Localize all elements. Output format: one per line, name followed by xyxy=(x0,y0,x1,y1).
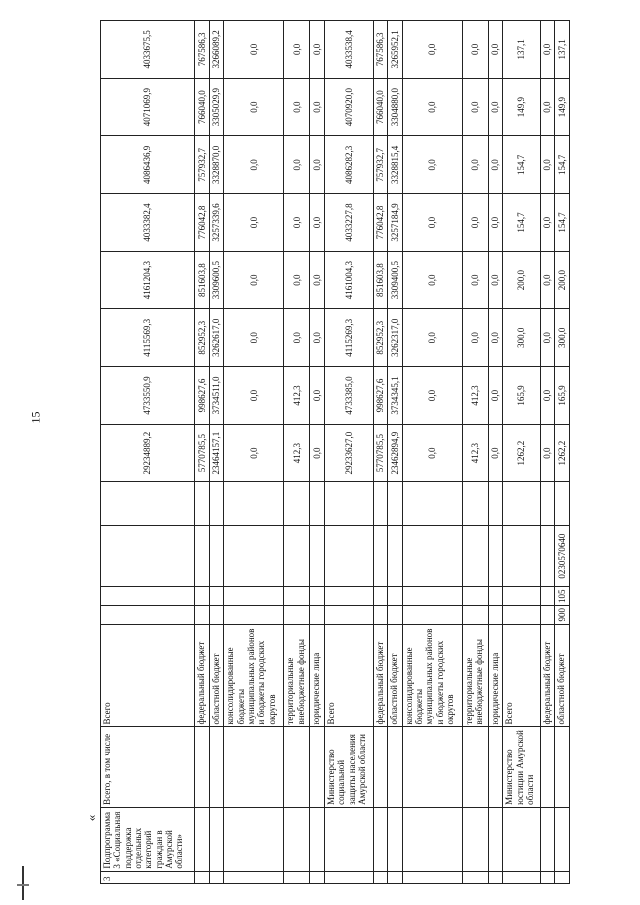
value-cell: 0,0 xyxy=(540,424,555,482)
table-cell-c7 xyxy=(462,525,488,587)
table-cell-c4: Всего xyxy=(324,624,373,727)
value-cell: 4071069,9 xyxy=(101,78,195,136)
table-row xyxy=(101,21,195,884)
table-cell-c7 xyxy=(195,525,210,587)
table-cell-c2 xyxy=(540,807,555,871)
table-cell-c7: 0230570640 xyxy=(555,525,570,587)
table-cell-c6 xyxy=(209,587,224,606)
value-cell: 3309600,5 xyxy=(209,251,224,309)
value-cell: 0,0 xyxy=(462,309,488,367)
value-cell: 0,0 xyxy=(402,194,462,252)
value-cell: 3257339,6 xyxy=(209,194,224,252)
value-cell: 4033382,4 xyxy=(101,194,195,252)
table-cell-c6 xyxy=(224,587,284,606)
value-cell: 0,0 xyxy=(540,194,555,252)
table-row xyxy=(388,21,403,884)
table-cell-c1 xyxy=(488,871,503,883)
table-cell-c8 xyxy=(503,482,540,525)
table-cell-c4: консолидированные бюджеты муниципальных районов и бюджеты городских округов xyxy=(224,624,284,727)
table-cell-c4: областной бюджет xyxy=(555,624,570,727)
table-cell-c3 xyxy=(402,727,462,807)
table-cell-c3 xyxy=(388,727,403,807)
table-cell-c3 xyxy=(224,727,284,807)
table-cell-c7 xyxy=(310,525,325,587)
table-cell-c8 xyxy=(462,482,488,525)
table-row xyxy=(224,21,284,884)
table-cell-c1 xyxy=(540,871,555,883)
value-cell: 29234889,2 xyxy=(101,424,195,482)
table-row xyxy=(324,21,373,884)
value-cell: 0,0 xyxy=(540,309,555,367)
table-cell-c3 xyxy=(373,727,388,807)
value-cell: 998627,6 xyxy=(195,367,210,425)
value-cell: 852952,3 xyxy=(373,309,388,367)
value-cell: 0,0 xyxy=(488,78,503,136)
table-cell-c6 xyxy=(101,587,195,606)
budget-table xyxy=(100,20,570,884)
rotated-table-container xyxy=(100,20,570,884)
page-number: 15 xyxy=(28,411,43,424)
table-cell-c8 xyxy=(209,482,224,525)
value-cell: 4086282,3 xyxy=(324,136,373,194)
value-cell: 165,9 xyxy=(555,367,570,425)
table-cell-c7 xyxy=(388,525,403,587)
value-cell: 3262317,0 xyxy=(388,309,403,367)
value-cell: 3734511,0 xyxy=(209,367,224,425)
table-cell-c3 xyxy=(209,727,224,807)
table-cell-c7 xyxy=(373,525,388,587)
value-cell: 149,9 xyxy=(503,78,540,136)
table-cell-c3 xyxy=(310,727,325,807)
table-cell-c2: Подпрограмма 3 «Социальная поддержка отдельных категорий граждан в Амурской области» xyxy=(101,807,195,871)
value-cell: 0,0 xyxy=(224,251,284,309)
value-cell: 0,0 xyxy=(488,21,503,79)
table-row xyxy=(555,21,570,884)
table-cell-c5 xyxy=(209,606,224,625)
table-cell-c5: 900 xyxy=(555,606,570,625)
value-cell: 0,0 xyxy=(402,309,462,367)
value-cell: 4733385,0 xyxy=(324,367,373,425)
table-cell-c3 xyxy=(488,727,503,807)
table-cell-c4: федеральный бюджет xyxy=(540,624,555,727)
table-cell-c6 xyxy=(488,587,503,606)
table-cell-c4: федеральный бюджет xyxy=(373,624,388,727)
table-cell-c2 xyxy=(402,807,462,871)
table-cell-c2 xyxy=(503,807,540,871)
value-cell: 0,0 xyxy=(310,309,325,367)
value-cell: 200,0 xyxy=(555,251,570,309)
value-cell: 0,0 xyxy=(462,21,488,79)
value-cell: 0,0 xyxy=(310,251,325,309)
table-cell-c1 xyxy=(555,871,570,883)
value-cell: 3304880,0 xyxy=(388,78,403,136)
table-row xyxy=(488,21,503,884)
table-cell-c6 xyxy=(540,587,555,606)
table-row xyxy=(209,21,224,884)
value-cell: 4086436,9 xyxy=(101,136,195,194)
value-cell: 300,0 xyxy=(555,309,570,367)
value-cell: 5770785,5 xyxy=(373,424,388,482)
value-cell: 0,0 xyxy=(224,78,284,136)
table-cell-c8 xyxy=(488,482,503,525)
value-cell: 412,3 xyxy=(284,367,310,425)
value-cell: 851603,8 xyxy=(373,251,388,309)
table-row xyxy=(373,21,388,884)
value-cell: 3257184,9 xyxy=(388,194,403,252)
table-cell-c4: областной бюджет xyxy=(209,624,224,727)
value-cell: 0,0 xyxy=(284,136,310,194)
table-cell-c5 xyxy=(284,606,310,625)
value-cell: 0,0 xyxy=(402,136,462,194)
table-cell-c1 xyxy=(503,871,540,883)
table-cell-c6 xyxy=(503,587,540,606)
table-cell-c8 xyxy=(310,482,325,525)
table-cell-c8 xyxy=(101,482,195,525)
table-cell-c3 xyxy=(284,727,310,807)
value-cell: 776042,8 xyxy=(195,194,210,252)
table-cell-c6 xyxy=(462,587,488,606)
value-cell: 0,0 xyxy=(310,367,325,425)
value-cell: 0,0 xyxy=(402,21,462,79)
table-cell-c5 xyxy=(402,606,462,625)
value-cell: 4033675,5 xyxy=(101,21,195,79)
table-cell-c2 xyxy=(462,807,488,871)
table-cell-c6 xyxy=(388,587,403,606)
table-cell-c2 xyxy=(373,807,388,871)
value-cell: 851603,8 xyxy=(195,251,210,309)
table-cell-c3 xyxy=(462,727,488,807)
value-cell: 0,0 xyxy=(488,309,503,367)
table-cell-c5 xyxy=(310,606,325,625)
value-cell: 0,0 xyxy=(284,78,310,136)
value-cell: 0,0 xyxy=(284,309,310,367)
table-cell-c3 xyxy=(555,727,570,807)
table-cell-c8 xyxy=(324,482,373,525)
value-cell: 4161004,3 xyxy=(324,251,373,309)
value-cell: 0,0 xyxy=(462,194,488,252)
table-cell-c8 xyxy=(388,482,403,525)
table-cell-c7 xyxy=(101,525,195,587)
table-cell-c7 xyxy=(402,525,462,587)
table-cell-c4: юридические лица xyxy=(488,624,503,727)
table-cell-c5 xyxy=(540,606,555,625)
value-cell: 0,0 xyxy=(284,194,310,252)
value-cell: 23462894,9 xyxy=(388,424,403,482)
value-cell: 0,0 xyxy=(224,309,284,367)
value-cell: 0,0 xyxy=(310,78,325,136)
value-cell: 4033538,4 xyxy=(324,21,373,79)
table-cell-c3: Министерство социальной защиты населения Амурской области xyxy=(324,727,373,807)
value-cell: 200,0 xyxy=(503,251,540,309)
table-row xyxy=(310,21,325,884)
table-row xyxy=(402,21,462,884)
table-cell-c7 xyxy=(488,525,503,587)
table-cell-c5 xyxy=(388,606,403,625)
value-cell: 0,0 xyxy=(224,424,284,482)
table-cell-c4: Всего xyxy=(101,624,195,727)
table-row xyxy=(462,21,488,884)
value-cell: 0,0 xyxy=(488,424,503,482)
value-cell: 4115269,3 xyxy=(324,309,373,367)
table-cell-c6 xyxy=(195,587,210,606)
table-cell-c1 xyxy=(462,871,488,883)
value-cell: 852952,3 xyxy=(195,309,210,367)
table-cell-c8 xyxy=(540,482,555,525)
value-cell: 0,0 xyxy=(488,194,503,252)
table-cell-c8 xyxy=(284,482,310,525)
value-cell: 0,0 xyxy=(224,367,284,425)
table-cell-c4: территориальные внебюджетные фонды xyxy=(284,624,310,727)
value-cell: 0,0 xyxy=(402,251,462,309)
value-cell: 0,0 xyxy=(402,78,462,136)
table-cell-c2 xyxy=(324,807,373,871)
table-cell-c1 xyxy=(324,871,373,883)
value-cell: 757932,7 xyxy=(373,136,388,194)
value-cell: 412,3 xyxy=(462,424,488,482)
value-cell: 154,7 xyxy=(503,136,540,194)
margin-mark xyxy=(14,862,32,902)
value-cell: 3734345,1 xyxy=(388,367,403,425)
table-cell-c5 xyxy=(488,606,503,625)
value-cell: 4161204,3 xyxy=(101,251,195,309)
section-marker: « xyxy=(83,814,99,822)
table-cell-c7 xyxy=(224,525,284,587)
value-cell: 0,0 xyxy=(310,136,325,194)
table-cell-c2 xyxy=(488,807,503,871)
table-cell-c1 xyxy=(284,871,310,883)
table-cell-c1 xyxy=(310,871,325,883)
value-cell: 300,0 xyxy=(503,309,540,367)
value-cell: 3328815,4 xyxy=(388,136,403,194)
value-cell: 3262617,0 xyxy=(209,309,224,367)
value-cell: 3265952,1 xyxy=(388,21,403,79)
table-cell-c7 xyxy=(284,525,310,587)
value-cell: 757932,7 xyxy=(195,136,210,194)
table-cell-c1 xyxy=(224,871,284,883)
table-cell-c6: 105 xyxy=(555,587,570,606)
value-cell: 137,1 xyxy=(503,21,540,79)
table-cell-c6 xyxy=(402,587,462,606)
table-cell-c5 xyxy=(324,606,373,625)
value-cell: 0,0 xyxy=(540,21,555,79)
table-cell-c7 xyxy=(324,525,373,587)
table-cell-c2 xyxy=(209,807,224,871)
table-cell-c8 xyxy=(373,482,388,525)
table-cell-c3 xyxy=(540,727,555,807)
table-cell-c2 xyxy=(284,807,310,871)
table-cell-c5 xyxy=(195,606,210,625)
value-cell: 149,9 xyxy=(555,78,570,136)
value-cell: 4033227,8 xyxy=(324,194,373,252)
value-cell: 767586,3 xyxy=(195,21,210,79)
value-cell: 766040,0 xyxy=(195,78,210,136)
table-cell-c4: консолидированные бюджеты муниципальных районов и бюджеты городских округов xyxy=(402,624,462,727)
value-cell: 0,0 xyxy=(402,367,462,425)
value-cell: 0,0 xyxy=(540,251,555,309)
value-cell: 0,0 xyxy=(224,21,284,79)
table-cell-c8 xyxy=(402,482,462,525)
value-cell: 3266089,2 xyxy=(209,21,224,79)
value-cell: 0,0 xyxy=(402,424,462,482)
table-cell-c5 xyxy=(373,606,388,625)
table-cell-c6 xyxy=(324,587,373,606)
table-cell-c1 xyxy=(209,871,224,883)
value-cell: 4070920,0 xyxy=(324,78,373,136)
value-cell: 0,0 xyxy=(540,78,555,136)
table-cell-c2 xyxy=(310,807,325,871)
value-cell: 4733550,9 xyxy=(101,367,195,425)
table-cell-c7 xyxy=(209,525,224,587)
value-cell: 0,0 xyxy=(488,367,503,425)
value-cell: 998627,6 xyxy=(373,367,388,425)
table-cell-c3: Всего, в том числе xyxy=(101,727,195,807)
table-row xyxy=(195,21,210,884)
table-cell-c5 xyxy=(462,606,488,625)
value-cell: 0,0 xyxy=(462,136,488,194)
value-cell: 776042,8 xyxy=(373,194,388,252)
value-cell: 1262,2 xyxy=(503,424,540,482)
table-cell-c8 xyxy=(555,482,570,525)
table-cell-c3 xyxy=(195,727,210,807)
value-cell: 0,0 xyxy=(310,21,325,79)
table-cell-c8 xyxy=(224,482,284,525)
table-cell-c8 xyxy=(195,482,210,525)
table-cell-c1: 3 xyxy=(101,871,195,883)
table-cell-c3: Министерство юстиции Амурской области xyxy=(503,727,540,807)
value-cell: 1262,2 xyxy=(555,424,570,482)
table-cell-c2 xyxy=(195,807,210,871)
value-cell: 0,0 xyxy=(224,194,284,252)
value-cell: 0,0 xyxy=(488,136,503,194)
table-cell-c2 xyxy=(224,807,284,871)
table-cell-c6 xyxy=(284,587,310,606)
table-cell-c2 xyxy=(388,807,403,871)
value-cell: 3305029,9 xyxy=(209,78,224,136)
table-cell-c5 xyxy=(503,606,540,625)
value-cell: 154,7 xyxy=(555,194,570,252)
table-cell-c1 xyxy=(195,871,210,883)
value-cell: 154,7 xyxy=(503,194,540,252)
table-cell-c5 xyxy=(101,606,195,625)
table-row xyxy=(503,21,540,884)
table-row xyxy=(284,21,310,884)
table-cell-c2 xyxy=(555,807,570,871)
value-cell: 165,9 xyxy=(503,367,540,425)
table-cell-c4: Всего xyxy=(503,624,540,727)
value-cell: 0,0 xyxy=(540,136,555,194)
value-cell: 0,0 xyxy=(284,21,310,79)
value-cell: 0,0 xyxy=(224,136,284,194)
value-cell: 0,0 xyxy=(488,251,503,309)
value-cell: 0,0 xyxy=(284,251,310,309)
value-cell: 5770785,5 xyxy=(195,424,210,482)
value-cell: 766040,0 xyxy=(373,78,388,136)
table-cell-c7 xyxy=(503,525,540,587)
value-cell: 29233627,0 xyxy=(324,424,373,482)
table-cell-c6 xyxy=(373,587,388,606)
value-cell: 0,0 xyxy=(310,424,325,482)
value-cell: 137,1 xyxy=(555,21,570,79)
table-cell-c6 xyxy=(310,587,325,606)
value-cell: 154,7 xyxy=(555,136,570,194)
table-cell-c4: федеральный бюджет xyxy=(195,624,210,727)
value-cell: 767586,3 xyxy=(373,21,388,79)
table-cell-c1 xyxy=(373,871,388,883)
value-cell: 0,0 xyxy=(540,367,555,425)
value-cell: 412,3 xyxy=(462,367,488,425)
value-cell: 3309400,5 xyxy=(388,251,403,309)
value-cell: 0,0 xyxy=(310,194,325,252)
value-cell: 3328870,0 xyxy=(209,136,224,194)
value-cell: 412,3 xyxy=(284,424,310,482)
table-cell-c5 xyxy=(224,606,284,625)
value-cell: 4115569,3 xyxy=(101,309,195,367)
table-cell-c4: юридические лица xyxy=(310,624,325,727)
table-cell-c1 xyxy=(402,871,462,883)
table-cell-c4: областной бюджет xyxy=(388,624,403,727)
table-row xyxy=(540,21,555,884)
value-cell: 0,0 xyxy=(462,251,488,309)
value-cell: 0,0 xyxy=(462,78,488,136)
value-cell: 23464157,1 xyxy=(209,424,224,482)
table-cell-c7 xyxy=(540,525,555,587)
table-cell-c1 xyxy=(388,871,403,883)
table-cell-c4: территориальные внебюджетные фонды xyxy=(462,624,488,727)
